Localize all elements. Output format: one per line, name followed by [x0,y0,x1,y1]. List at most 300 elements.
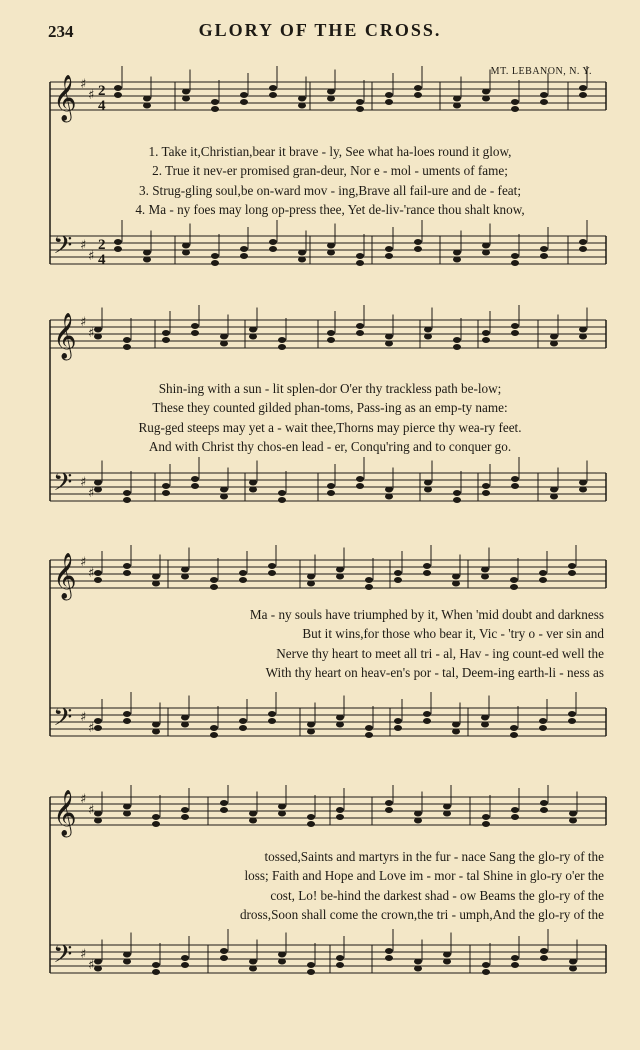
note-head [94,959,102,965]
lyric-line-3-2: But it wins,for those who bear it, Vic - 'try o - ver sin and [302,626,604,642]
note-head [152,814,160,820]
note-head [482,330,490,336]
note-head [540,800,548,806]
note-head [481,567,489,573]
bass-clef-icon: 𝄢 [53,703,73,738]
note-head [443,811,451,817]
note-head [240,99,248,105]
lyric-line-4-3: cost, Lo! be-hind the darkest shad - ow Beams the glo-ry of the [270,887,604,903]
note-head [453,337,461,343]
note-head [356,99,364,105]
note-head [307,821,315,827]
lyric-line-2-4: And with Christ thy chos-en lead - er, Conqu'ring and to conquer go. [148,439,512,455]
note-head [162,330,170,336]
note-head [269,85,277,91]
note-head [191,476,199,482]
note-head [298,257,306,263]
note-head [540,253,548,259]
note-head [268,718,276,724]
note-head [220,494,228,500]
note-head [220,807,228,813]
note-head [220,487,228,493]
note-head [240,92,248,98]
note-head [482,490,490,496]
note-head [181,715,189,721]
note-head [453,257,461,263]
note-head [220,955,228,961]
note-head [211,99,219,105]
note-head [278,344,286,350]
lyric-line-4-2: loss; Faith and Hope and Love im - mor - tal Shine in glo-ry o'er the [244,868,604,884]
lyric-line-4-4: dross,Soon shall come the crown,the tri - umph,And the glo-ry of the [239,907,604,923]
note-head [220,341,228,347]
note-head [453,250,461,256]
note-head [385,955,393,961]
note-head [114,239,122,245]
lyric-line-1-4: 4. Ma - ny foes may long op-press thee, Yet de-liv-'rance thou shalt know, [135,202,525,218]
note-head [482,243,490,249]
note-head [510,577,518,583]
note-head [152,821,160,827]
note-head [482,962,490,968]
note-head [482,250,490,256]
note-head [511,814,519,820]
note-head [385,253,393,259]
note-head [385,92,393,98]
note-head [482,814,490,820]
sharp-icon: ♯ [88,249,95,264]
lyric-line-1-1: 1. Take it,Christian,bear it brave - ly, See what ha-loes round it glow, [148,144,512,159]
note-head [424,487,432,493]
note-head [452,722,460,728]
note-head [579,480,587,486]
note-head [123,337,131,343]
note-head [220,334,228,340]
lyric-line-3-1: Ma - ny souls have triumphed by it, When 'mid doubt and darkness [249,607,604,622]
note-head [268,570,276,576]
note-head [249,966,257,972]
note-head [452,574,460,580]
note-head [453,96,461,102]
note-head [511,955,519,961]
time-signature-bottom: 4 [98,98,106,114]
note-head [443,804,451,810]
note-head [482,96,490,102]
note-head [249,327,257,333]
note-head [385,800,393,806]
note-head [424,480,432,486]
note-head [278,497,286,503]
note-head [569,959,577,965]
note-head [423,718,431,724]
sharp-icon: ♯ [88,803,95,818]
note-head [94,480,102,486]
note-head [579,239,587,245]
note-head [579,246,587,252]
note-head [278,490,286,496]
note-head [511,476,519,482]
note-head [94,818,102,824]
note-head [278,804,286,810]
note-head [453,344,461,350]
note-head [123,811,131,817]
music-system-4 [0,785,640,1050]
note-head [211,253,219,259]
note-head [152,722,160,728]
sharp-icon: ♯ [80,710,87,725]
note-head [414,966,422,972]
note-head [220,800,228,806]
note-head [511,260,519,266]
note-head [298,96,306,102]
note-head [569,966,577,972]
note-head [269,92,277,98]
note-head [482,821,490,827]
note-head [278,811,286,817]
note-head [210,732,218,738]
note-head [539,577,547,583]
note-head [394,570,402,576]
bass-clef-icon: 𝄢 [53,231,73,266]
note-head [394,725,402,731]
note-head [220,948,228,954]
note-head [385,494,393,500]
note-head [143,250,151,256]
note-head [307,969,315,975]
sharp-icon: ♯ [88,88,95,103]
treble-clef-icon: 𝄞 [53,313,77,359]
note-head [123,490,131,496]
note-head [307,581,315,587]
lyric-line-1-3: 3. Strug-gling soul,be on-ward mov - ing,Brave all fail-ure and de - feat; [139,182,521,198]
note-head [568,718,576,724]
note-head [249,818,257,824]
note-head [239,570,247,576]
note-head [239,718,247,724]
note-head [540,807,548,813]
time-signature-bottom: 4 [98,252,106,268]
note-head [307,574,315,580]
note-head [123,563,131,569]
note-head [181,807,189,813]
sharp-icon: ♯ [80,792,87,807]
treble-clef-icon: 𝄞 [53,75,77,121]
note-head [511,330,519,336]
note-head [143,103,151,109]
note-head [336,962,344,968]
note-head [268,711,276,717]
sharp-icon: ♯ [80,555,87,570]
note-head [249,334,257,340]
note-head [539,725,547,731]
note-head [550,334,558,340]
note-head [385,341,393,347]
note-head [482,969,490,975]
note-head [210,725,218,731]
note-head [210,577,218,583]
note-head [511,483,519,489]
note-head [443,959,451,965]
note-head [414,239,422,245]
note-head [278,952,286,958]
sharp-icon: ♯ [88,721,95,736]
note-head [481,715,489,721]
note-head [550,487,558,493]
sharp-icon: ♯ [88,486,95,501]
note-head [123,952,131,958]
note-head [385,807,393,813]
note-head [94,334,102,340]
note-head [327,490,335,496]
note-head [336,955,344,961]
music-system-1 [0,60,640,290]
note-head [239,577,247,583]
note-head [424,327,432,333]
note-head [482,337,490,343]
note-head [356,476,364,482]
note-head [162,483,170,489]
note-head [152,969,160,975]
note-head [327,243,335,249]
note-head [579,487,587,493]
note-head [181,574,189,580]
sharp-icon: ♯ [80,238,87,253]
hymn-title: GLORY OF THE CROSS. [198,20,442,40]
note-head [511,253,519,259]
note-head [94,570,102,576]
lyric-line-3-3: Nerve thy heart to meet all tri - al, Hav - ing count-ed well the [276,645,604,661]
note-head [385,99,393,105]
note-head [550,494,558,500]
treble-clef-icon: 𝄞 [53,553,77,599]
note-head [510,732,518,738]
time-signature-top: 2 [98,237,106,253]
note-head [181,722,189,728]
note-head [181,567,189,573]
sharp-icon: ♯ [88,566,95,581]
note-head [356,483,364,489]
bass-clef-icon: 𝄢 [53,940,73,975]
note-head [423,711,431,717]
note-head [249,959,257,965]
note-head [414,811,422,817]
lyric-line-3-4: With thy heart on heav-en's por - tal, Deem-ing earth-li - ness as [265,665,604,681]
note-head [123,344,131,350]
note-head [249,487,257,493]
note-head [510,725,518,731]
note-head [181,955,189,961]
lyric-line-1-2: 2. True it nev-er promised gran-deur, Nor e - mol - uments of fame; [152,163,508,179]
lyric-line-4-1: tossed,Saints and martyrs in the fur - nace Sang the glo-ry of the [264,849,604,864]
note-head [269,246,277,252]
note-head [327,89,335,95]
note-head [240,246,248,252]
note-head [182,89,190,95]
note-head [414,85,422,91]
note-head [539,718,547,724]
note-head [94,725,102,731]
note-head [307,729,315,735]
note-head [568,711,576,717]
lyric-line-2-3: Rug-ged steeps may yet a - wait thee,Thorns may pierce thy wea-ry feet. [138,419,522,435]
note-head [414,92,422,98]
note-head [278,959,286,965]
note-head [481,574,489,580]
note-head [162,490,170,496]
note-head [385,487,393,493]
note-head [482,483,490,489]
note-head [181,814,189,820]
note-head [511,99,519,105]
time-signature-top: 2 [98,83,106,99]
note-head [452,729,460,735]
note-head [511,807,519,813]
note-head [336,807,344,813]
note-head [510,584,518,590]
note-head [240,253,248,259]
note-head [211,260,219,266]
note-head [356,260,364,266]
note-head [278,337,286,343]
note-head [327,330,335,336]
note-head [123,711,131,717]
note-head [239,725,247,731]
note-head [336,567,344,573]
note-head [336,574,344,580]
note-head [94,718,102,724]
note-head [423,570,431,576]
note-head [114,246,122,252]
note-head [336,814,344,820]
note-head [123,497,131,503]
note-head [568,563,576,569]
note-head [249,480,257,486]
note-head [443,952,451,958]
note-head [94,966,102,972]
note-head [182,96,190,102]
note-head [356,323,364,329]
note-head [143,257,151,263]
note-head [307,722,315,728]
note-head [356,330,364,336]
note-head [579,92,587,98]
note-head [336,722,344,728]
note-head [365,725,373,731]
note-head [191,483,199,489]
note-head [385,334,393,340]
note-head [356,106,364,112]
note-head [414,246,422,252]
note-head [568,570,576,576]
note-head [211,106,219,112]
bass-clef-icon: 𝄢 [53,468,73,503]
note-head [540,92,548,98]
tune-name: MT. LEBANON, N. Y. [490,66,592,77]
note-head [94,487,102,493]
note-head [181,962,189,968]
note-head [365,584,373,590]
sharp-icon: ♯ [80,315,87,330]
note-head [569,811,577,817]
note-head [114,85,122,91]
note-head [511,962,519,968]
note-head [182,243,190,249]
note-head [550,341,558,347]
note-head [394,718,402,724]
note-head [569,818,577,824]
note-head [123,718,131,724]
note-head [162,337,170,343]
note-head [269,239,277,245]
note-head [453,103,461,109]
note-head [365,732,373,738]
note-head [191,330,199,336]
note-head [540,246,548,252]
sharp-icon: ♯ [80,77,87,92]
note-head [385,948,393,954]
page-number: 234 [48,22,74,41]
note-head [152,962,160,968]
note-head [336,715,344,721]
note-head [94,811,102,817]
note-head [511,106,519,112]
note-head [482,89,490,95]
note-head [539,570,547,576]
note-head [327,250,335,256]
sharp-icon: ♯ [88,326,95,341]
note-head [94,577,102,583]
sharp-icon: ♯ [80,475,87,490]
sharp-icon: ♯ [88,958,95,973]
note-head [540,99,548,105]
treble-clef-icon: 𝄞 [53,790,77,836]
note-head [394,577,402,583]
note-head [249,811,257,817]
note-head [143,96,151,102]
note-head [579,85,587,91]
note-head [414,818,422,824]
note-head [540,948,548,954]
note-head [152,574,160,580]
note-head [268,563,276,569]
note-head [356,253,364,259]
note-head [452,581,460,587]
note-head [152,729,160,735]
note-head [414,959,422,965]
note-head [298,103,306,109]
note-head [307,962,315,968]
music-system-3 [0,545,640,770]
note-head [191,323,199,329]
note-head [453,497,461,503]
note-head [114,92,122,98]
note-head [424,334,432,340]
note-head [423,563,431,569]
note-head [123,570,131,576]
music-system-2 [0,305,640,530]
note-head [453,490,461,496]
note-head [94,327,102,333]
note-head [540,955,548,961]
note-head [385,246,393,252]
note-head [123,959,131,965]
note-head [182,250,190,256]
lyric-line-2-1: Shin-ing with a sun - lit splen-dor O'er thy trackless path be-low; [158,381,502,396]
note-head [579,327,587,333]
note-head [210,584,218,590]
note-head [327,96,335,102]
note-head [152,581,160,587]
